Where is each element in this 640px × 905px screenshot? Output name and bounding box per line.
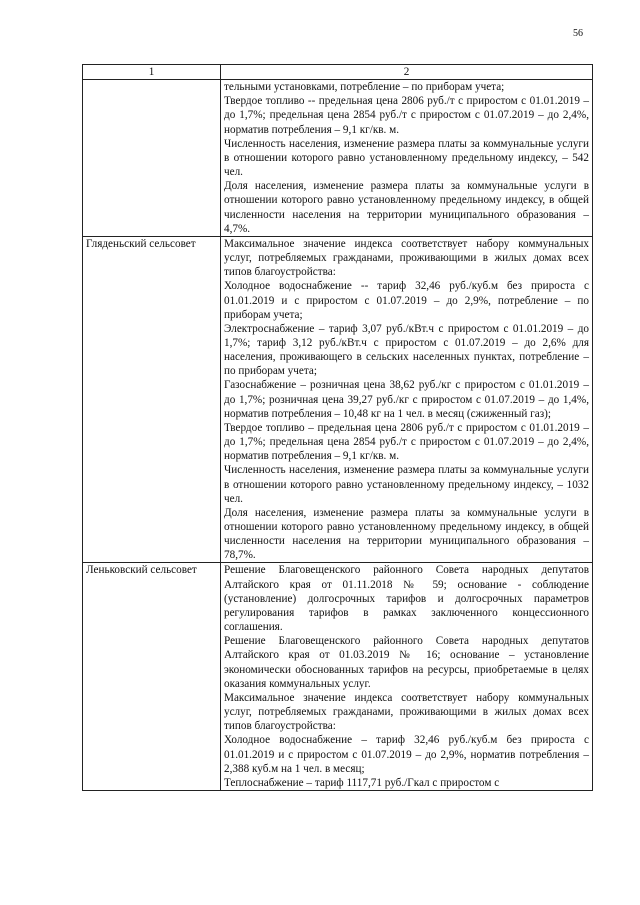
paragraph: Газоснабжение – розничная цена 38,62 руб./кг с приростом с 01.01.2019 – до 1,7%; розничная цена 39,27 руб./кг с приростом с 01.07.2019 – до 1,4%, норматив потребления – 10,48 кг на 1 чел. в месяц (сжиженный газ); [224, 379, 589, 420]
paragraph: Холодное водоснабжение -- тариф 32,46 руб./куб.м без прироста с 01.01.2019 и с приростом с 01.07.2019 – до 2,9%, потребление – по приборам учета; [224, 280, 589, 321]
paragraph: Численность населения, изменение размера платы за коммунальные услуги в отношении которого равно установленному предельному индексу, – 1032 чел. [224, 464, 589, 505]
paragraph: Максимальное значение индекса соответствует набору коммунальных услуг, потребляемых гражданами, проживающими в жилых домах всех типов благоустройства: [224, 691, 589, 733]
table-header-row [83, 65, 593, 80]
paragraph: Решение Благовещенского районного Совета народных депутатов Алтайского края от 01.11.2018 № 59; основание - соблюдение (установление) долгосрочных тарифов и долгосрочных параметров регулирования тарифов в рамках заключенного концессионного соглашения. [224, 564, 589, 634]
paragraph: Доля населения, изменение размера платы за коммунальные услуги в отношении которого равно установленному предельному индексу, в общей численности населения на территории муниципального образования – 78,7%. [224, 506, 589, 562]
municipality-cell: Леньковский сельсовет [83, 563, 221, 791]
municipality-cell: Гляденьский сельсовет [83, 236, 221, 563]
content-cell [221, 80, 593, 237]
content-cell [221, 236, 593, 563]
paragraph: Теплоснабжение – тариф 1117,71 руб./Гкал с приростом с [224, 776, 500, 789]
paragraph: Численность населения, изменение размера платы за коммунальные услуги в отношении которого равно установленному предельному индексу, – 542 чел. [224, 137, 589, 179]
paragraph: Твердое топливо -- предельная цена 2806 руб./т с приростом с 01.01.2019 – до 1,7%; предельная цена 2854 руб./т с приростом с 01.07.2019 – до 2,4%, норматив потребления – 9,1 кг/кв. м. [224, 95, 589, 136]
table-row [83, 80, 593, 237]
page-number: 56 [573, 28, 583, 39]
paragraph: Твердое топливо – предельная цена 2806 руб./т с приростом с 01.01.2019 – до 1,7%; предельная цена 2854 руб./т с приростом с 01.07.2019 – до 2,4%, норматив потребления – 9,1 кг/кв. м. [224, 421, 589, 463]
content-cell [221, 563, 593, 791]
paragraph: Электроснабжение – тариф 3,07 руб./кВт.ч с приростом с 01.01.2019 – до 1,7%; тариф 3,12 руб./кВт.ч с приростом с 01.07.2019 – до 2,6% для населения, проживающего в сельских населенных пунктах, потребление – по приборам учета; [224, 322, 589, 378]
table-row [83, 563, 593, 791]
paragraph: Доля населения, изменение размера платы за коммунальные услуги в отношении которого равно установленному предельному индексу, в общей численности населения на территории муниципального образования – 4,7%. [224, 180, 589, 235]
paragraph: тельными установками, потребление – по приборам учета; [224, 81, 505, 94]
table-row [83, 236, 593, 563]
paragraph: Максимальное значение индекса соответствует набору коммунальных услуг, потребляемых гражданами, проживающими в жилых домах всех типов благоустройства: [224, 237, 589, 279]
column-2-header: 2 [221, 65, 593, 80]
paragraph: Холодное водоснабжение – тариф 32,46 руб./куб.м без прироста с 01.01.2019 и с приростом с 01.07.2019 – до 2,9%, норматив потребления – 2,388 куб.м на 1 чел. в месяц; [224, 734, 589, 775]
column-1-header: 1 [83, 65, 221, 80]
document-table [82, 64, 593, 791]
paragraph: Решение Благовещенского районного Совета народных депутатов Алтайского края от 01.03.2019 № 16; основание – установление экономически обоснованных тарифов на ресурсы, приобретаемые в целях оказания коммунальных услуг. [224, 635, 589, 690]
municipality-cell [83, 80, 221, 237]
